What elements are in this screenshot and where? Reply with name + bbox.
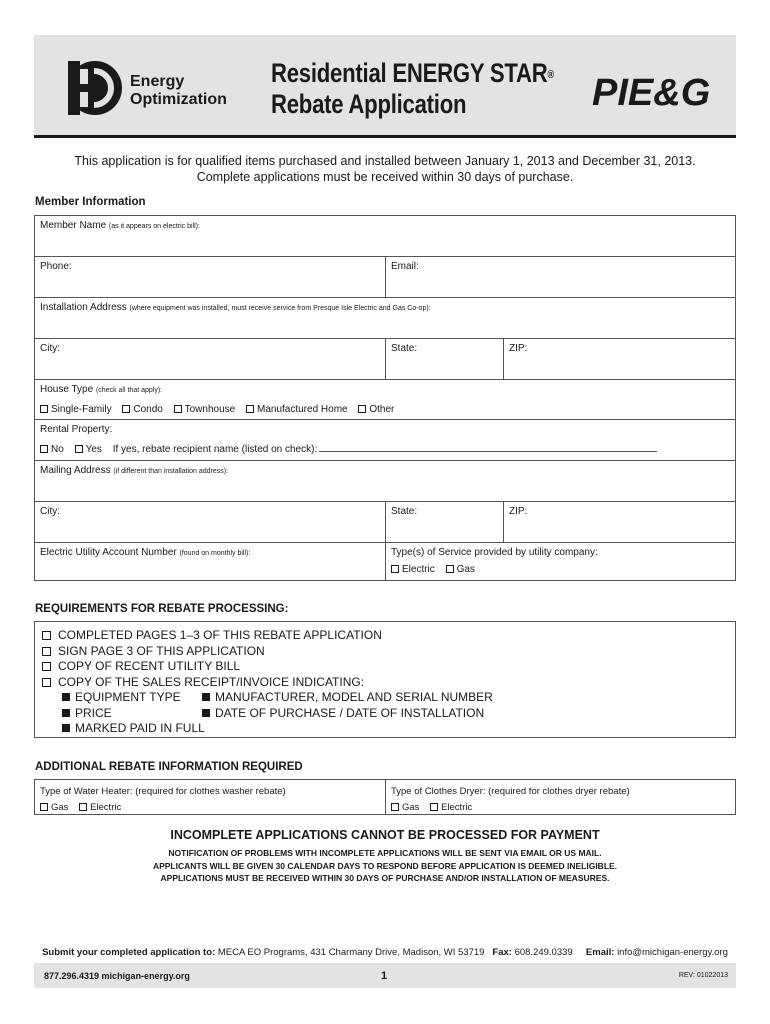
house-type-other[interactable]: Other [358, 404, 394, 415]
requirement-item-3[interactable]: COPY OF RECENT UTILITY BILL [42, 659, 728, 675]
incomplete-line2: APPLICANTS WILL BE GIVEN 30 CALENDAR DAYS TO RESPOND BEFORE APPLICATION IS DEEMED INELIGIBLE. [152, 860, 618, 871]
submit-info [34, 947, 736, 958]
checkbox-icon [430, 803, 438, 811]
checkbox-icon [75, 445, 83, 453]
incomplete-line3: APPLICATIONS MUST BE RECEIVED WITHIN 30 DAYS OF PURCHASE AND/OR INSTALLATION OF MEASURES. [160, 873, 610, 883]
bullet-square-icon [62, 709, 70, 717]
submit-label: Submit your completed application to: [42, 947, 216, 958]
house-type-options [40, 404, 402, 415]
mailing-city-field[interactable] [35, 502, 385, 542]
additional-info-title: ADDITIONAL REBATE INFORMATION REQUIRED [35, 761, 303, 773]
checkbox-icon [174, 405, 182, 413]
city-field[interactable] [35, 339, 385, 379]
house-type-row [35, 380, 735, 420]
requirement-item-1[interactable]: COMPLETED PAGES 1–3 OF THIS REBATE APPLICATION [42, 628, 728, 644]
checkbox-icon [446, 565, 454, 573]
rental-recipient-label: If yes, rebate recipient name (listed on check): [112, 444, 318, 455]
mailing-city-label: City: [40, 506, 60, 517]
zip-field[interactable] [503, 339, 735, 379]
checkbox-icon [246, 405, 254, 413]
checkbox-icon [358, 405, 366, 413]
account-number-label: Electric Utility Account Number [40, 547, 177, 558]
city-state-zip-row [35, 339, 735, 380]
header-banner [34, 35, 736, 138]
sub-price: PRICE [62, 706, 112, 720]
submit-email[interactable]: info@michigan-energy.org [617, 947, 728, 958]
zip-label: ZIP: [509, 343, 528, 354]
checkbox-icon [391, 803, 399, 811]
requirement-sub-row-1 [42, 690, 728, 706]
eo-line1: Energy [130, 73, 185, 90]
account-number-field[interactable] [35, 543, 385, 580]
incomplete-title: INCOMPLETE APPLICATIONS CANNOT BE PROCESSED FOR PAYMENT [170, 828, 600, 842]
house-type-single-family[interactable]: Single-Family [40, 404, 112, 415]
checkbox-icon [122, 405, 130, 413]
member-name-row[interactable] [35, 216, 735, 257]
install-address-label: Installation Address [40, 302, 127, 313]
requirements-title: REQUIREMENTS FOR REBATE PROCESSING: [35, 603, 289, 615]
dryer-electric-checkbox[interactable]: Electric [430, 802, 472, 813]
page-number: 1 [381, 970, 388, 982]
bullet-square-icon [202, 709, 210, 717]
title-line1: Residential ENERGY STAR [271, 58, 548, 88]
pieg-logo-text: PIE&G [592, 72, 711, 114]
mailing-state-label: State: [391, 506, 418, 517]
checkbox-icon [42, 631, 51, 640]
submit-address: MECA EO Programs, 431 Charmany Drive, Madison, WI 53719 [217, 947, 485, 958]
intro-line2: Complete applications must be received within 30 days of purchase. [196, 170, 574, 184]
service-type-field [385, 543, 735, 580]
install-address-row[interactable] [35, 298, 735, 339]
bullet-square-icon [62, 724, 70, 732]
intro-line1: This application is for qualified items purchased and installed between January 1, 2013 and December 31, 2013. [74, 154, 696, 168]
rental-label: Rental Property: [40, 424, 113, 435]
account-service-row [35, 543, 735, 580]
checkbox-icon [42, 678, 51, 687]
water-heater-label: Type of Water Heater: (required for clothes washer rebate) [40, 786, 286, 797]
fax-label: Fax: [492, 947, 512, 958]
city-label: City: [40, 343, 60, 354]
phone-field[interactable] [35, 257, 385, 297]
rental-recipient-field[interactable] [319, 444, 657, 452]
service-type-label: Type(s) of Service provided by utility company: [391, 547, 598, 558]
house-type-townhouse[interactable]: Townhouse [174, 404, 236, 415]
account-number-note: (found on monthly bill): [179, 550, 251, 557]
water-electric-checkbox[interactable]: Electric [79, 802, 121, 813]
bullet-square-icon [62, 693, 70, 701]
revision: REV: 01022013 [678, 972, 728, 979]
footer-bar [34, 963, 736, 988]
member-info-title: Member Information [35, 196, 146, 208]
member-name-note: (as it appears on electric bill): [108, 223, 200, 230]
mailing-state-field[interactable] [385, 502, 503, 542]
title-line2: Rebate Application [271, 89, 467, 119]
footer-contact: 877.296.4319 michigan-energy.org [44, 971, 190, 981]
member-name-label: Member Name [40, 220, 107, 231]
requirement-item-4[interactable]: COPY OF THE SALES RECEIPT/INVOICE INDICATING: [42, 675, 728, 691]
checkbox-icon [40, 445, 48, 453]
mailing-zip-label: ZIP: [509, 506, 528, 517]
rental-options [40, 444, 657, 455]
service-gas-checkbox[interactable]: Gas [446, 564, 475, 575]
incomplete-line1: NOTIFICATION OF PROBLEMS WITH INCOMPLETE APPLICATIONS WILL BE SENT VIA EMAIL OR US MAIL. [168, 848, 602, 858]
checkbox-icon [79, 803, 87, 811]
energy-optimization-wordmark [130, 73, 227, 109]
pieg-logo-icon [590, 67, 714, 115]
requirement-sub-row-2 [42, 706, 728, 722]
mailing-address-row[interactable] [35, 461, 735, 502]
incomplete-notice [34, 828, 736, 885]
additional-info-box [34, 779, 736, 815]
dryer-field [385, 780, 735, 814]
registered-mark: ® [547, 69, 554, 81]
dryer-label: Type of Clothes Dryer: (required for clothes dryer rebate) [391, 786, 630, 797]
rental-yes-checkbox[interactable]: Yes [75, 444, 102, 455]
page-title [271, 58, 554, 120]
bullet-square-icon [202, 693, 210, 701]
eo-line2: Optimization [130, 91, 227, 108]
requirement-item-2[interactable]: SIGN PAGE 3 OF THIS APPLICATION [42, 644, 728, 660]
sub-manufacturer: MANUFACTURER, MODEL AND SERIAL NUMBER [202, 690, 493, 706]
water-heater-field [35, 780, 385, 814]
mailing-address-label: Mailing Address [40, 465, 111, 476]
requirement-sub-row-3 [42, 721, 728, 737]
house-type-condo[interactable]: Condo [122, 404, 162, 415]
state-label: State: [391, 343, 418, 354]
checkbox-icon [40, 803, 48, 811]
state-field[interactable] [385, 339, 503, 379]
house-type-manufactured-home[interactable]: Manufactured Home [246, 404, 348, 415]
sub-date: DATE OF PURCHASE / DATE OF INSTALLATION [202, 706, 484, 722]
rental-no-checkbox[interactable]: No [40, 444, 64, 455]
dryer-gas-checkbox[interactable]: Gas [391, 802, 419, 813]
water-gas-checkbox[interactable]: Gas [40, 802, 68, 813]
phone-email-row [35, 257, 735, 298]
checkbox-icon [40, 405, 48, 413]
checkbox-icon [391, 565, 399, 573]
sub-paid-in-full: MARKED PAID IN FULL [62, 721, 205, 735]
checkbox-icon [42, 647, 51, 656]
house-type-note: (check all that apply): [95, 387, 163, 394]
energy-optimization-logo-icon [64, 59, 124, 117]
rental-property-row [35, 420, 735, 461]
house-type-label: House Type [40, 384, 94, 395]
email-label-submit: Email: [585, 947, 615, 958]
sub-equipment-type: EQUIPMENT TYPE [62, 690, 181, 704]
mailing-zip-field[interactable] [503, 502, 735, 542]
checkbox-icon [42, 662, 51, 671]
install-address-note: (where equipment was installed, must receive service from Presque Isle Electric and Gas Co-op): [129, 305, 431, 312]
service-electric-checkbox[interactable]: Electric [391, 564, 435, 575]
email-label: Email: [391, 261, 419, 272]
email-field[interactable] [385, 257, 735, 297]
member-info-form [34, 215, 736, 581]
requirements-list [34, 621, 736, 738]
intro-text [34, 153, 736, 185]
fax-number: 608.249.0339 [514, 947, 573, 958]
mailing-city-state-zip-row [35, 502, 735, 543]
mailing-address-note: (if different than installation address): [113, 468, 229, 475]
phone-label: Phone: [40, 261, 72, 272]
